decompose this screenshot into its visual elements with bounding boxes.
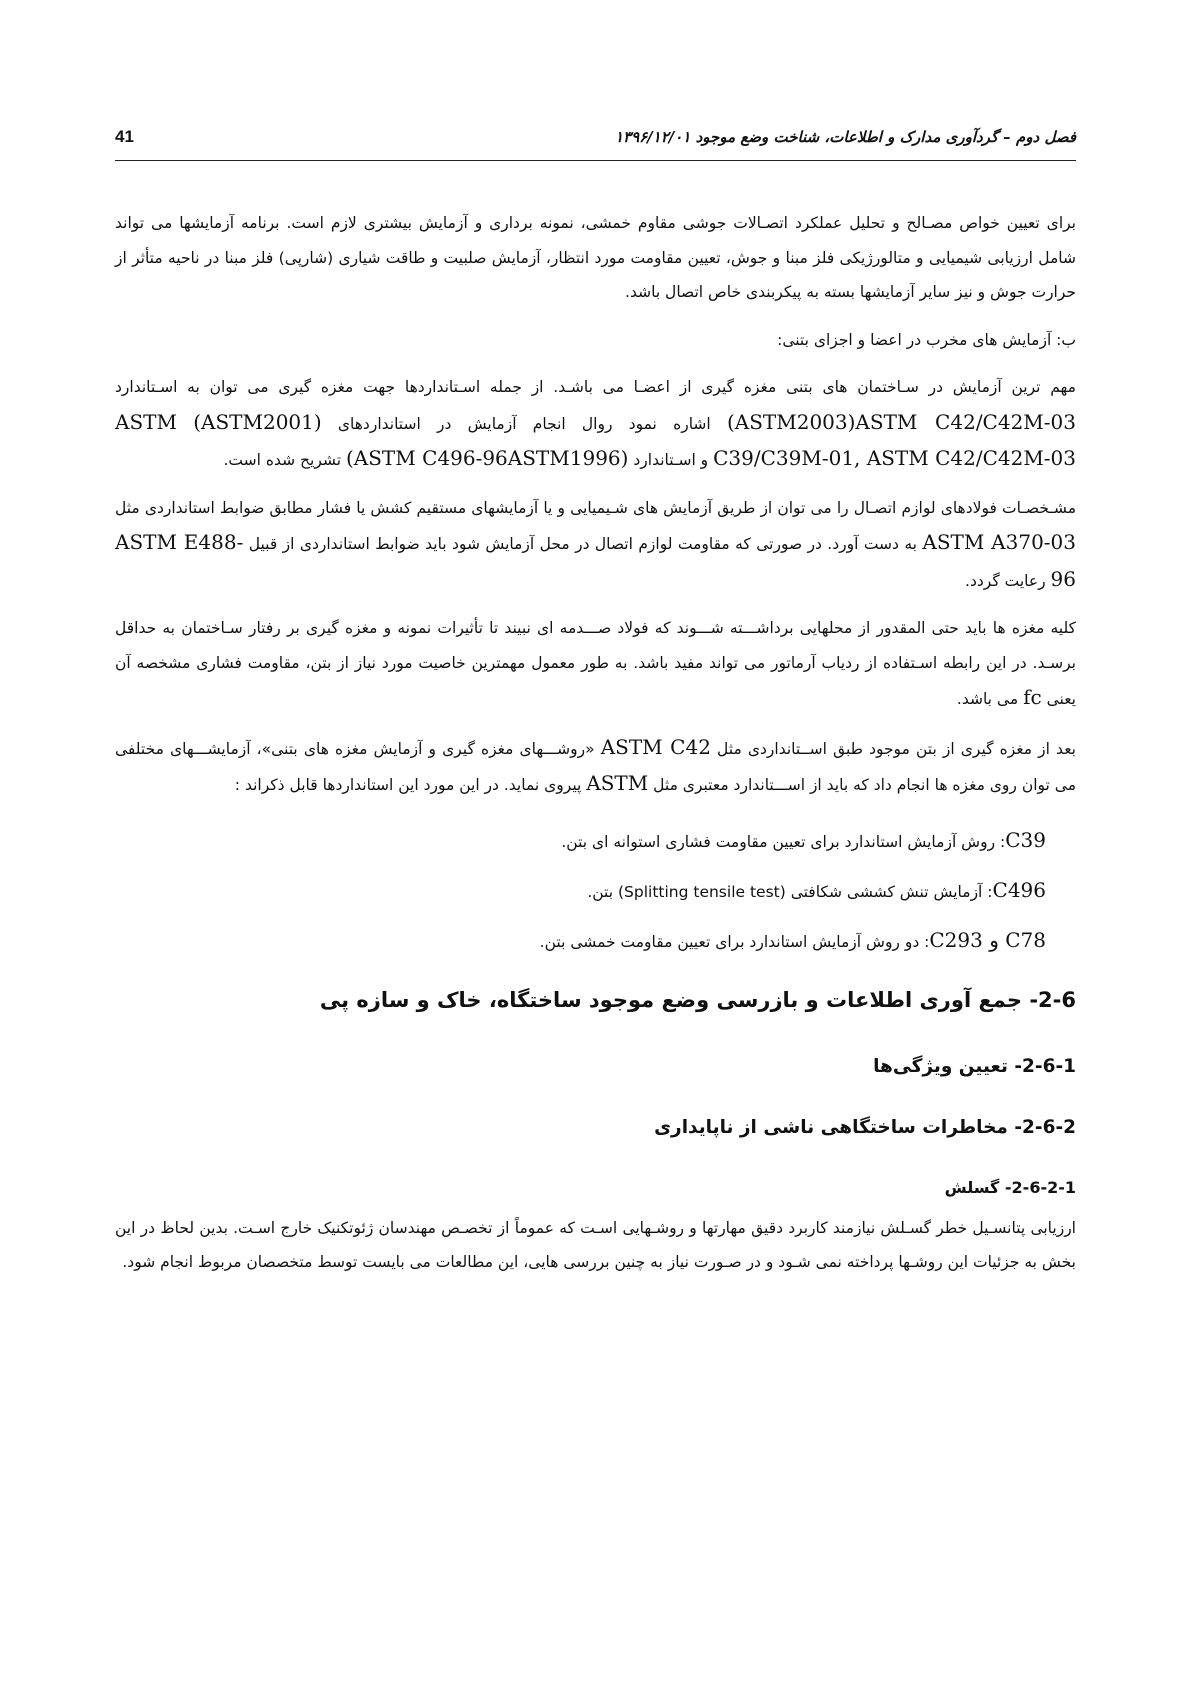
section-heading-2-6-2: 2-6-2- مخاطرات ساختگاهی ناشی از ناپایداری — [654, 1116, 1076, 1138]
page-number: 41 — [115, 127, 134, 146]
list-item — [115, 866, 1046, 916]
section-heading-2-6: 2-6- جمع آوری اطلاعات و بازرسی وضع موجود ساختگاه، خاک و سازه پی — [319, 987, 1076, 1012]
text-run: اشاره نمود روال انجام آزمایش در استانداردهای — [321, 414, 727, 433]
list-item-text: : دو روش آزمایش استاندارد برای تعیین مقاومت خمشی بتن. — [539, 932, 930, 951]
standard-ref: ASTM C39/C39M-01, ASTM C42/C42M-03 — [115, 409, 1076, 470]
standards-list — [115, 816, 1076, 966]
text-run: و اسـتاندارد — [628, 451, 714, 469]
paragraph-destructive-tests-label: ب: آزمایش های مخرب در اعضا و اجزای بتنی: — [777, 330, 1076, 349]
text-run: مشـخصـات فولادهای لوازم اتصـال را می توان از طریق آزمایش های شـیمیایی و یا آزمایشهای مستقیم کشش یا فشار مطابق ضوابط استانداردی مثل — [115, 498, 1076, 517]
text-run — [177, 415, 193, 433]
list-item-text: : آزمایش تنش کششی شکافتی (Splitting tensile test) بتن. — [587, 882, 993, 901]
standard-ref: ASTM A370-03 — [922, 530, 1076, 554]
text-run: «روشـــهای مغزه گیری و آزمایش مغزه های بتنی»، آزمایشـــهای مختلفی می توان روی مغزه ها انجام داد که باید از اســـتاندارد معتبری مثل — [115, 739, 1076, 794]
document-body — [115, 206, 1076, 1293]
header-divider — [115, 160, 1076, 161]
text-run: مهم ترین آزمایش در سـاختمان های بتنی مغزه گیری از اعضـا می باشـد. از جمله اسـتانداردها جهت مغزه گیری می توان به اسـتاندارد — [115, 378, 1076, 396]
section-heading-2-6-1: 2-6-1- تعیین ویژگی‌ها — [873, 1055, 1076, 1077]
text-run: رعایت گردد. — [965, 571, 1051, 590]
text-run: به دست آورد. در صورتی که مقاومت لوازم اتصال در محل آزمایش شود باید ضوابط استانداردی از قبیل — [243, 535, 923, 553]
standard-code: C39 — [1005, 827, 1046, 852]
symbol-fc: fc — [1023, 685, 1042, 709]
list-item-text: : روش آزمایش استاندارد برای تعیین مقاومت فشاری استوانه ای بتن. — [561, 832, 1006, 851]
standard-ref: (ASTM2003)ASTM C42/C42M-03 — [726, 409, 1076, 434]
section-heading-2-6-2-1: 2-6-2-1- گسلش — [944, 1177, 1076, 1197]
standard-code: C496 — [992, 877, 1046, 902]
standard-code: C78 و C293 — [929, 927, 1046, 952]
text-run: تشریح شده است. — [223, 451, 346, 469]
paragraph-steel-connectors — [115, 491, 1076, 599]
text-run: کلیه مغزه ها باید حتی المقدور از محلهایی برداشـــته شـــوند که فولاد صـــدمه ای نبیند تا تأثیرات نمونه و مغزه گیری بر رفتار سـاختمان به حداقل برسـد. در این رابطه اسـتفاده از ردیاب آرماتور می تواند مفید باشد. به طور معمول مهمترین خاصیت مورد نیاز از بتن، مقاومت فشاری مشخصه آن یعنی — [115, 619, 1076, 708]
standard-ref: ASTM E488-96 — [115, 530, 1076, 591]
paragraph-core-tests — [115, 730, 1076, 803]
paragraph-weld-testing: برای تعیین خواص مصـالح و تحلیل عملکرد اتصـالات جوشی مقاوم خمشی، نمونه برداری و آزمایش بیشتری لازم است. برنامه آزمایشها می تواند شامل ارزیابی شیمیایی و متالورژیکی فلز مبنا و جوش، تعیین مقاومت مورد انتظار، آزمایش صلبیت و طاقت شیاری (شارپی) فلز مبنا در ناحیه متأثر از حرارت جوش و نیز سایر آزمایشها بسته به پیکربندی خاص اتصال باشد. — [115, 214, 1076, 301]
paragraph-coring-standards — [115, 370, 1076, 478]
list-item — [115, 816, 1046, 866]
standard-ref: ASTM — [586, 771, 649, 795]
standard-ref: (ASTM2001) — [193, 409, 322, 434]
text-run: پیروی نماید. در این مورد این استانداردها قابل ذکراند : — [234, 776, 587, 794]
list-item — [115, 916, 1046, 966]
standard-ref: ASTM C42 — [600, 734, 711, 759]
standard-ref: (ASTM C496-96ASTM1996) — [345, 446, 629, 470]
paragraph-faulting: ارزیابی پتانسـیل خطر گسـلش نیازمند کاربرد دقیق مهارتها و روشـهایی اسـت که عموماً از تخصـص مهندسان ژئوتکنیک خارج اسـت. بدین لحاظ در این بخش به جزئیات این روشـها پرداخته نمی شـود و در صـورت نیاز به چنین بررسی هایی، این مطالعات می بایست توسط متخصصان مربوط انجام شود. — [115, 1218, 1076, 1271]
text-run: بعد از مغزه گیری از بتن موجود طبق اســتانداردی مثل — [710, 739, 1076, 758]
page-header — [115, 120, 1076, 154]
running-head: فصل دوم – گردآوری مدارک و اطلاعات، شناخت وضع موجود ۱۳۹۶/۱۲/۰۱ — [614, 128, 1076, 146]
text-run: می باشد. — [956, 690, 1024, 708]
paragraph-core-locations — [115, 611, 1076, 717]
